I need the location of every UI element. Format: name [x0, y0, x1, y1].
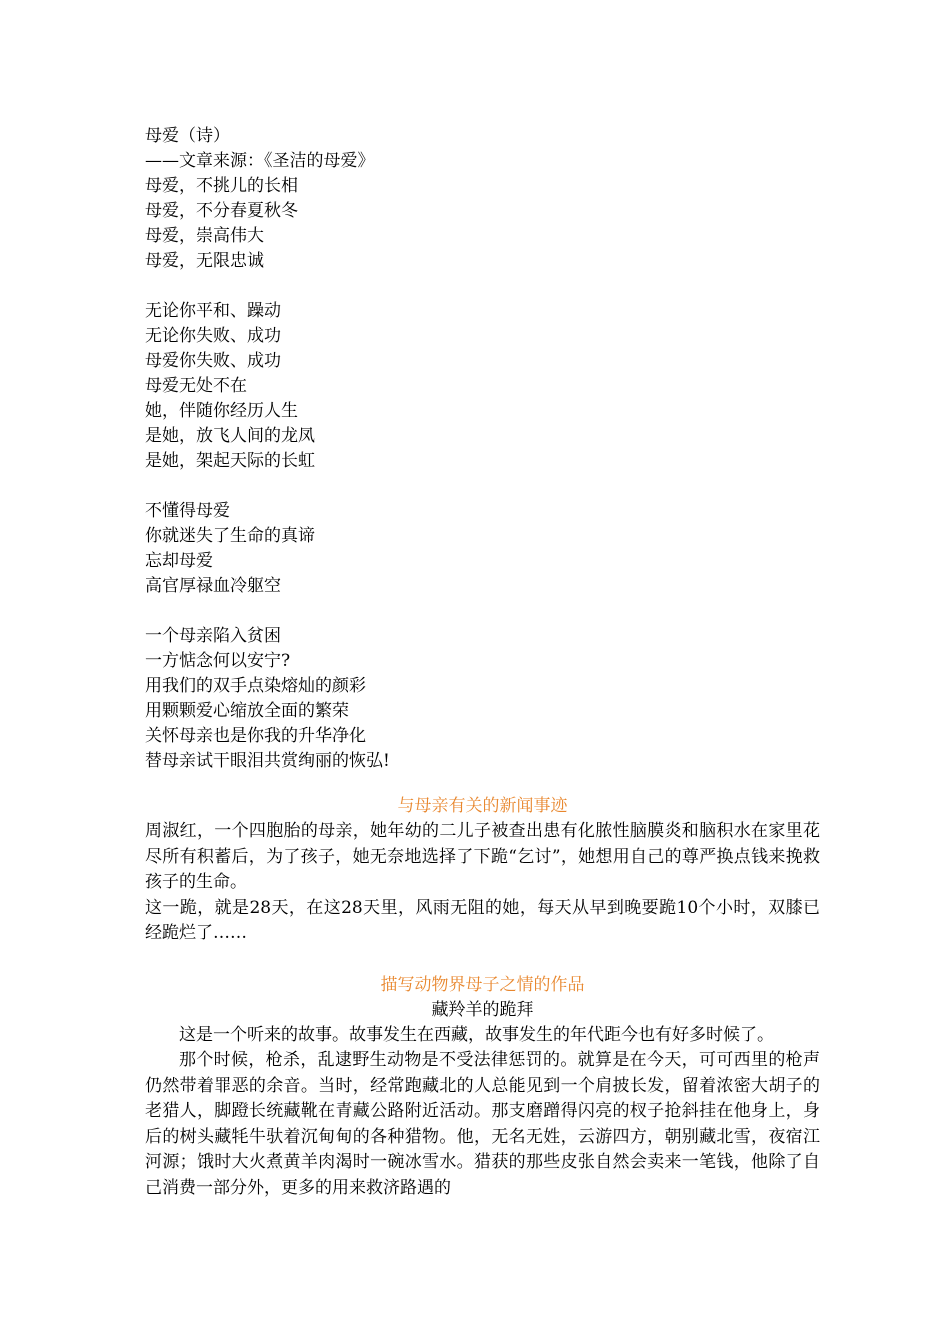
- stanza-gap: [145, 274, 820, 299]
- poem-line: 一方惦念何以安宁?: [145, 651, 291, 671]
- stanza-gap: [145, 599, 820, 624]
- story-title: 藏羚羊的跪拜: [431, 999, 534, 1020]
- poem-title: 母爱（诗）: [145, 126, 230, 146]
- story-paragraph: 这是一个听来的故事。故事发生在西藏，故事发生的年代距今也有好多时候了。: [179, 1024, 774, 1045]
- poem-line: 忘却母爱: [145, 551, 213, 571]
- animal-heading: 描写动物界母子之情的作品: [380, 974, 585, 995]
- poem-line: 母爱，无限忠诚: [145, 251, 264, 271]
- poem-line: 是她，架起天际的长虹: [145, 451, 315, 471]
- poem-line: 无论你失败、成功: [145, 326, 281, 346]
- poem-line: 高官厚禄血冷躯空: [145, 576, 281, 596]
- section-gap: [145, 947, 820, 972]
- section-gap: [145, 774, 820, 793]
- poem-line: 用颗颗爱心缩放全面的繁荣: [145, 701, 349, 721]
- poem-line: 不懂得母爱: [145, 501, 230, 521]
- poem-line: 她，伴随你经历人生: [145, 401, 298, 421]
- poem-line: 替母亲试干眼泪共赏绚丽的恢弘!: [145, 751, 390, 771]
- poem-line: 母爱，不分春夏秋冬: [145, 201, 298, 221]
- poem-line: 母爱你失败、成功: [145, 351, 281, 371]
- poem-line: 母爱，不挑儿的长相: [145, 176, 298, 196]
- poem-line: 母爱，崇高伟大: [145, 226, 264, 246]
- poem-source: ——文章来源：《圣洁的母爱》: [145, 151, 375, 171]
- news-paragraph: 这一跪，就是28天，在这28天里，风雨无阻的她，每天从早到晚要跪10个小时，双膝已经跪烂了……: [145, 897, 820, 943]
- poem-line: 母爱无处不在: [145, 376, 247, 396]
- document-content: [145, 124, 820, 1201]
- poem-line: 你就迷失了生命的真谛: [145, 526, 315, 546]
- news-heading: 与母亲有关的新闻事迹: [397, 796, 568, 816]
- stanza-gap: [145, 474, 820, 499]
- story-paragraph: 那个时候，枪杀，乱逮野生动物是不受法律惩罚的。就算是在今天，可可西里的枪声仍然带着罪恶的余音。当时，经常跑藏北的人总能见到一个肩披长发，留着浓密大胡子的老猎人，脚蹬长统藏靴在青藏公路附近活动。那支磨蹭得闪亮的杈子抢斜挂在他身上，身后的树头藏牦牛驮着沉甸甸的各种猎物。他，无名无姓，云游四方，朝别藏北雪，夜宿江河源；饿时大火煮黄羊肉渴时一碗冰雪水。猎获的那些皮张自然会卖来一笔钱，他除了自己消费一部分外，更多的用来救济路遇的: [145, 1050, 820, 1198]
- news-paragraph: 周淑红，一个四胞胎的母亲，她年幼的二儿子被查出患有化脓性脑膜炎和脑积水在家里花尽所有积蓄后，为了孩子，她无奈地选择了下跪“乞讨”，她想用自己的尊严换点钱来挽救孩子的生命。: [145, 821, 820, 892]
- poem-line: 关怀母亲也是你我的升华净化: [145, 726, 366, 746]
- poem-line: 无论你平和、躁动: [145, 301, 281, 321]
- poem-line: 一个母亲陷入贫困: [145, 626, 281, 646]
- poem-line: 用我们的双手点染熔灿的颜彩: [145, 676, 366, 696]
- poem-line: 是她，放飞人间的龙凤: [145, 426, 315, 446]
